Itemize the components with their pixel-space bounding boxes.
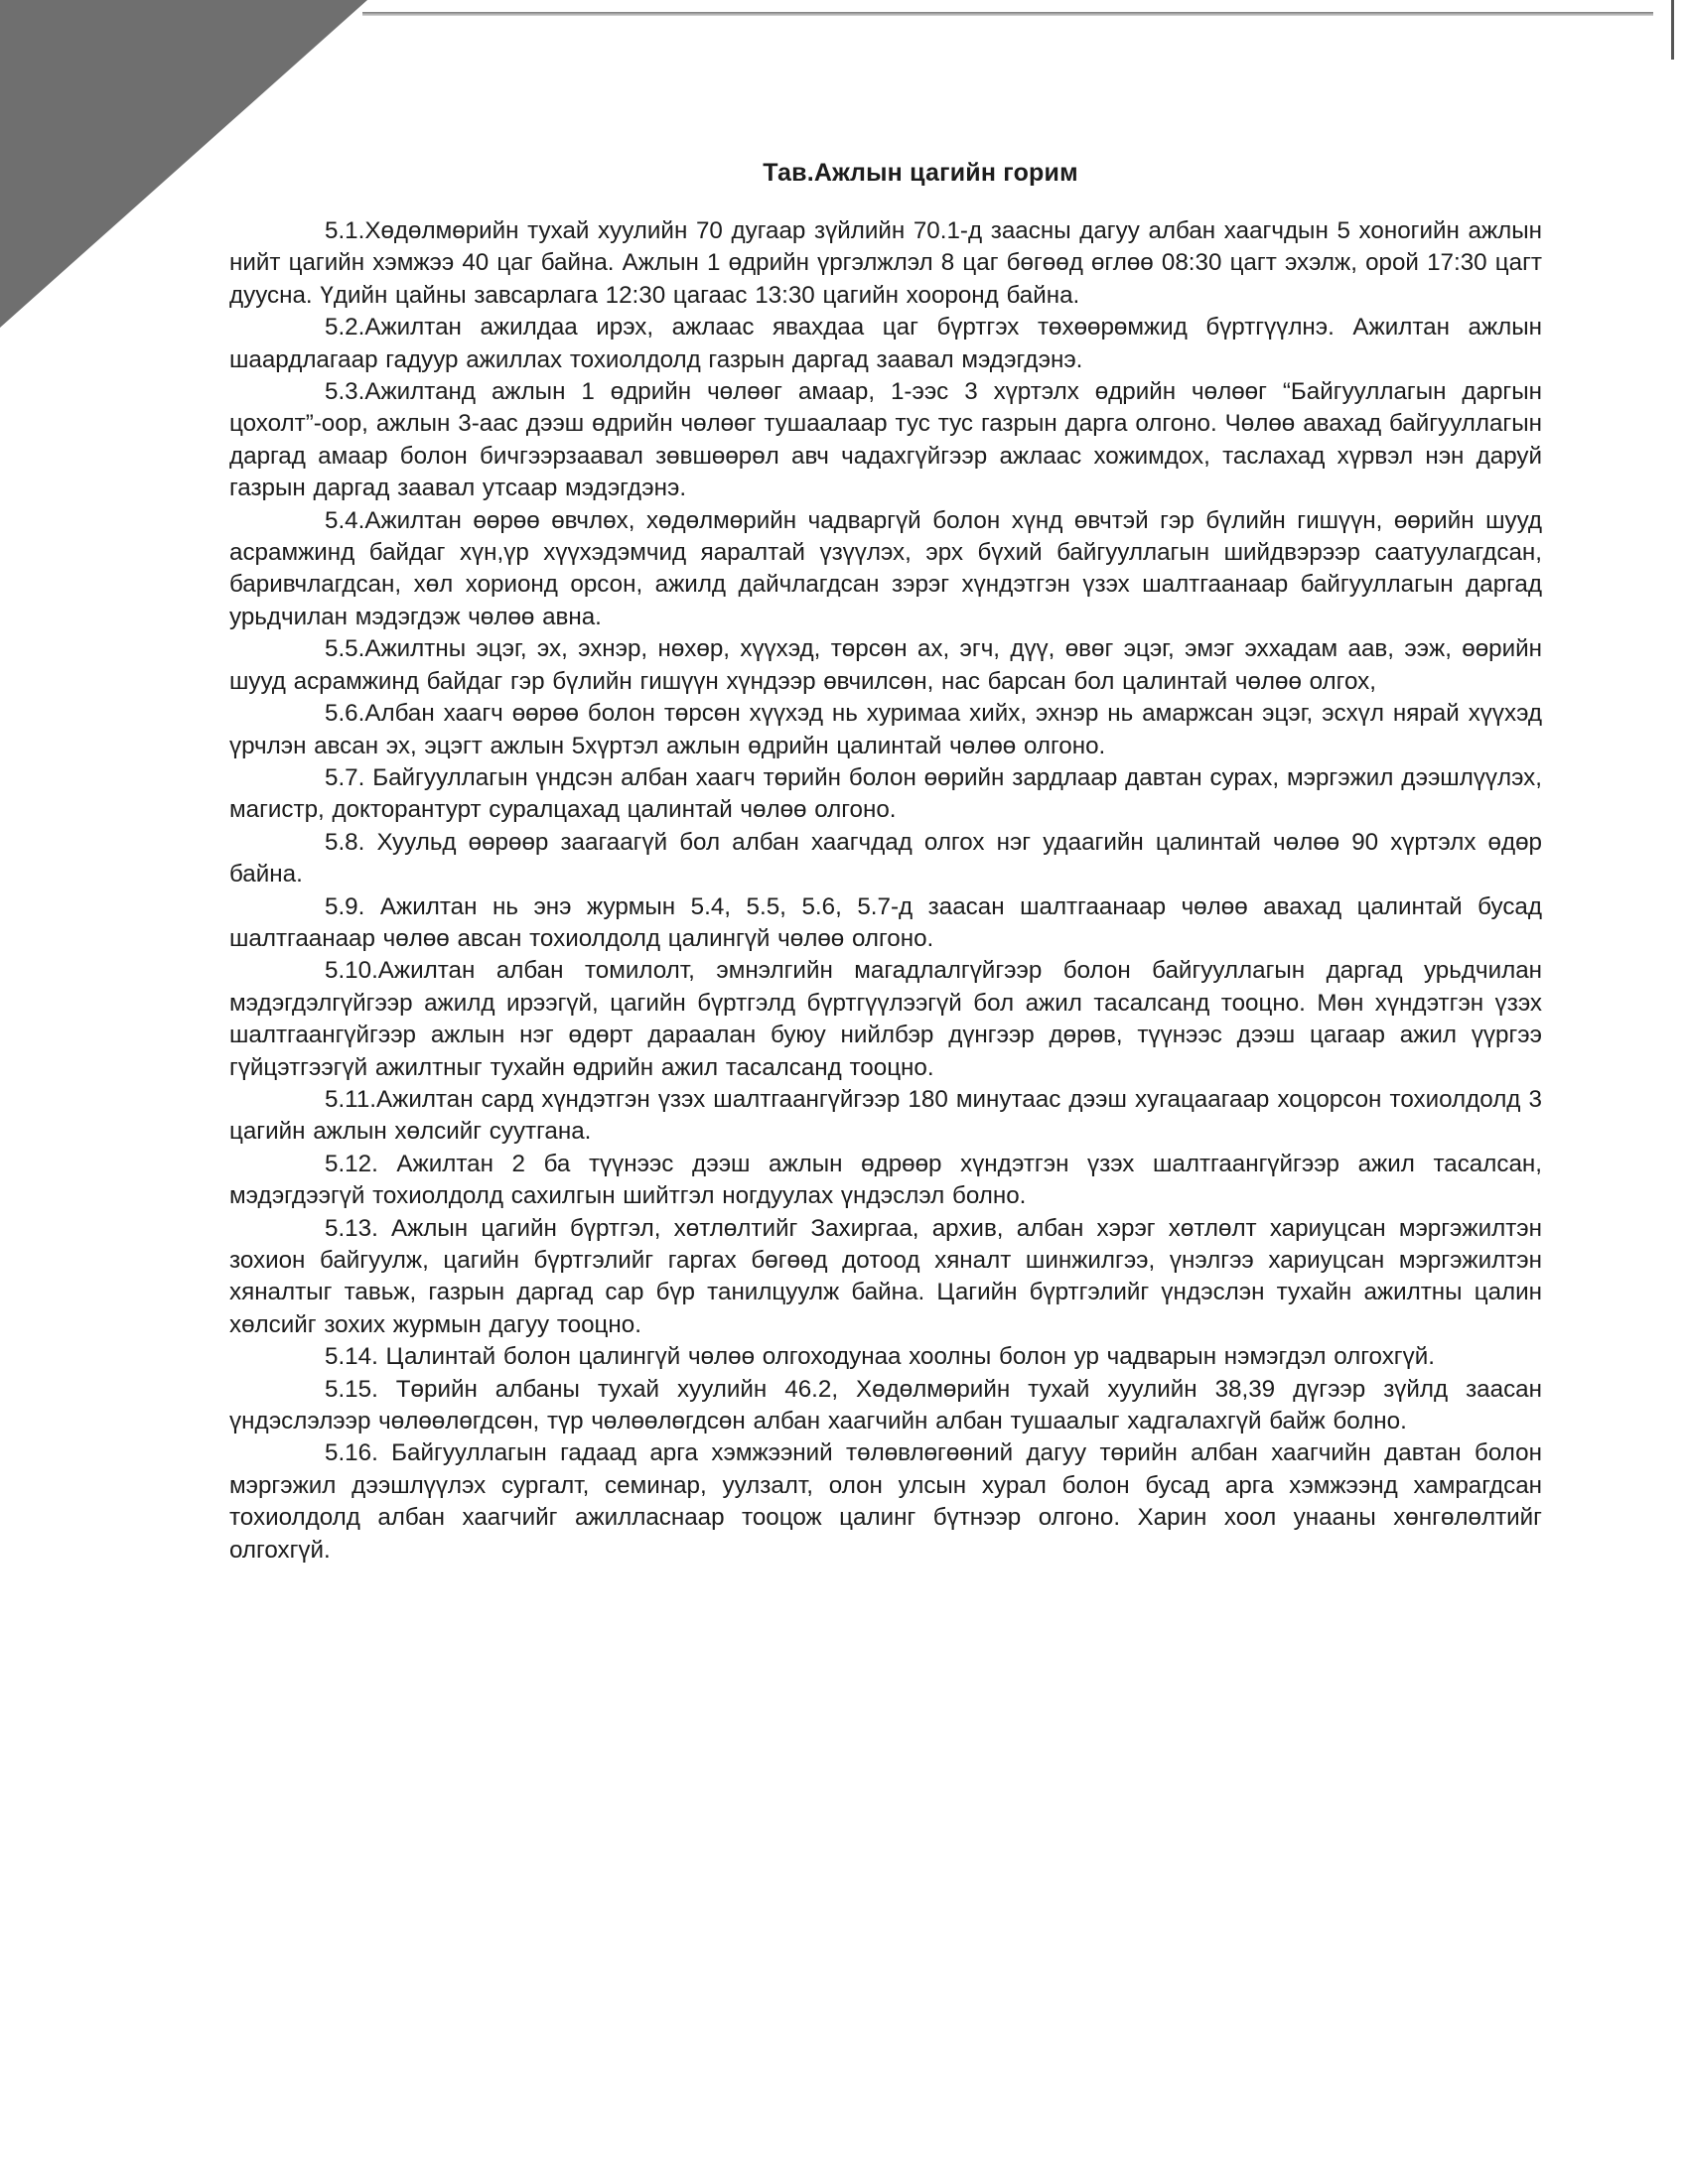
scan-right-edge — [1671, 0, 1674, 60]
paragraph-5-5: 5.5.Ажилтны эцэг, эх, эхнэр, нөхөр, хүүхэд, төрсөн ах, эгч, дүү, өвөг эцэг, эмэг эххадам аав, ээж, өөрийн шууд асрамжинд байдаг гэр бүлийн гишүүн хүндээр өвчилсөн, нас барсан бол цалинтай чөлөө олгох, — [229, 635, 1542, 695]
paragraph-5-1: 5.1.Хөдөлмөрийн тухай хуулийн 70 дугаар зүйлийн 70.1-д заасны дагуу албан хаагчдын 5 хоногийн ажлын нийт цагийн хэмжээ 40 цаг байна. Ажлын 1 өдрийн үргэлжлэл 8 цаг бөгөөд өглөө 08:30 цагт эхэлж, орой 17:30 цагт дууснa. Үдийн цайны завсарлага 12:30 цагаас 13:30 цагийн хооронд байна. — [229, 217, 1542, 309]
scan-top-edge — [362, 12, 1653, 16]
document-body — [229, 215, 1542, 1567]
paragraph-5-4: 5.4.Ажилтан өөрөө өвчлөх, хөдөлмөрийн чадваргүй болон хүнд өвчтэй гэр бүлийн гишүүн, өөрийн шууд асрамжинд байдаг хүн,үр хүүхэдэмчид яаралтай үзүүлэх, эрх бүхий байгууллагын шийдвэрээр саатуулагдсан, баривчлагдсан, хөл хорионд орсон, ажилд дайчлагдсан зэрэг хүндэтгэн үзэх шалтгаанаар байгууллагын даргад урьдчилан мэдэгдэж чөлөө авна. — [229, 506, 1542, 630]
paragraph-5-2: 5.2.Ажилтан ажилдаа ирэх, ажлаас явахдаа цаг бүртгэх төхөөрөмжид бүртгүүлнэ. Ажилтан ажлын шаардлагаар гадуур ажиллах тохиолдолд газрын даргад заавал мэдэгдэнэ. — [229, 314, 1542, 373]
paragraph-5-14: 5.14. Цалинтай болон цалингүй чөлөө олгоходунаа хоолны болон ур чадварын нэмэгдэл олгохгүй. — [325, 1343, 1435, 1371]
paragraph-5-9: 5.9. Ажилтан нь энэ журмын 5.4, 5.5, 5.6, 5.7-д заасан шалтгаанаар чөлөө авахад цалинтай бусад шалтгаанаар чөлөө авсан тохиолдолд цалингүй чөлөө олгоно. — [229, 892, 1542, 952]
paragraph-5-3: 5.3.Ажилтанд ажлын 1 өдрийн чөлөөг амаар, 1-ээс 3 хүртэлх өдрийн чөлөөг “Байгууллагын даргын цохолт”-оор, ажлын 3-аас дээш өдрийн чөлөөг тушаалаар тус тус газрын дарга олгоно. Чөлөө авахад байгууллагын даргад амаар болон бичгээрзаавал зөвшөөрөл авч чадахгүйгээр ажлаас хожимдох, таслахад хүрвэл нэн даруй газрын даргад заавал утсаар мэдэгдэнэ. — [229, 378, 1542, 502]
paragraph-5-13: 5.13. Ажлын цагийн бүртгэл, хөтлөлтийг Захиргаа, архив, албан хэрэг хөтлөлт хариуцсан мэргэжилтэн зохион байгуулж, цагийн бүртгэлийг гаргах бөгөөд дотоод хяналт шинжилгээ, үнэлгээ хариуцсан мэргэжилтэн хяналтыг тавьж, газрын даргад сар бүр танилцуулж байна. Цагийн бүртгэлийг үндэслэн тухайн ажилтны цалин хөлсийг зохих журмын дагуу тооцно. — [229, 1214, 1542, 1338]
paragraph-5-16: 5.16. Байгууллагын гадаад арга хэмжээний төлөвлөгөөний дагуу төрийн албан хаагчийн давтан болон мэргэжил дээшлүүлэх сургалт, семинар, уулзалт, олон улсын хурал болон бусад арга хэмжээнд хамрагдсан тохиолдолд албан хаагчийг ажилласнаар тооцож цалинг бүтнээр олгоно. Харин хоол унааны хөнгөлөлтийг олгохгүй. — [229, 1439, 1542, 1564]
paragraph-5-12: 5.12. Ажилтан 2 ба түүнээс дээш ажлын өдрөөр хүндэтгэн үзэх шалтгаангүйгээр ажил тасалсан, мэдэгдээгүй тохиолдолд сахилгын шийтгэл ногдуулах үндэслэл болно. — [229, 1150, 1542, 1210]
document-title: Тав.Ажлын цагийн горим — [763, 159, 1078, 187]
document-page — [229, 159, 1542, 1567]
paragraph-5-7: 5.7. Байгууллагын үндсэн албан хаагч төрийн болон өөрийн зардлаар давтан сурах, мэргэжил дээшлүүлэх, магистр, докторантурт суралцахад цалинтай чөлөө олгоно. — [229, 763, 1542, 824]
paragraph-5-8: 5.8. Хуульд өөрөөр заагаагүй бол албан хаагчдад олгох нэг удаагийн цалинтай чөлөө 90 хүртэлх өдөр байна. — [229, 828, 1542, 888]
paragraph-5-11: 5.11.Ажилтан сард хүндэтгэн үзэх шалтгаангүйгээр 180 минутаас дээш хугацаагаар хоцорсон тохиолдолд 3 цагийн ажлын хөлсийг суутгана. — [229, 1085, 1542, 1146]
paragraph-5-10: 5.10.Ажилтан албан томилолт, эмнэлгийн магадлалгүйгээр болон байгууллагын даргад урьдчилан мэдэгдэлгүйгээр ажилд ирээгүй, цагийн бүртгэлд бүртгүүлээгүй бол ажил тасалсанд тооцно. Мөн хүндэтгэн үзэх шалтгаангүйгээр ажлын нэг өдөрт дараалан буюу нийлбэр дүнгээр дөрөв, түүнээс дээш цагаар ажил үүргээ гүйцэтгээгүй ажилтныг тухайн өдрийн ажил тасалсанд тооцно. — [229, 957, 1542, 1081]
paragraph-5-6: 5.6.Албан хаагч өөрөө болон төрсөн хүүхэд нь хуримаа хийх, эхнэр нь амаржсан эцэг, эсхүл нярай хүүхэд үрчлэн авсан эх, эцэгт ажлын 5хүртэл ажлын өдрийн цалинтай чөлөө олгоно. — [229, 700, 1542, 759]
paragraph-5-15: 5.15. Төрийн албаны тухай хуулийн 46.2, Хөдөлмөрийн тухай хуулийн 38,39 дүгээр зүйлд заасан үндэслэлээр чөлөөлөгдсөн, түр чөлөөлөгдсөн албан хаагчийн албан тушаалыг хадгалахгүй байж болно. — [229, 1375, 1542, 1435]
